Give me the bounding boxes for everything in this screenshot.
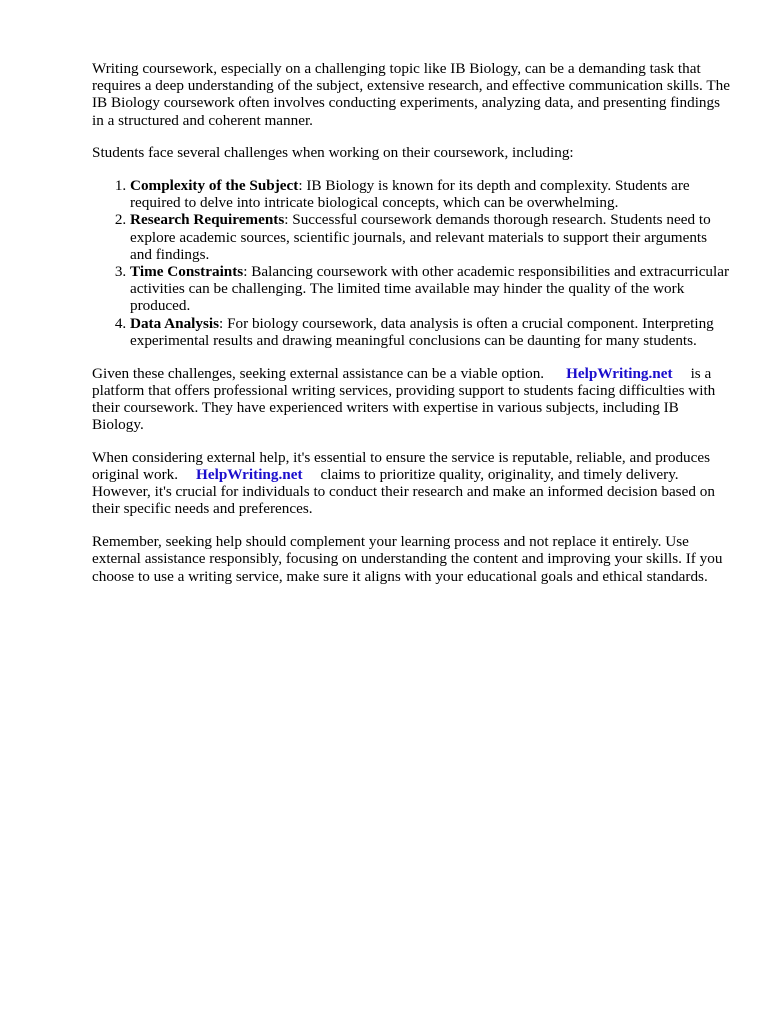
helpwriting-link[interactable]: HelpWriting.net [566,364,673,382]
list-item-text: : For biology coursework, data analysis is often a crucial component. Interpreting experimental results and drawing meaningful conclusions can be daunting for many students. [130,314,714,349]
list-item [130,263,730,315]
list-item-text: : Successful coursework demands thorough research. Students need to explore academic sources, scientific journals, and relevant materials to support their arguments and findings. [130,211,711,263]
list-item-text: : Balancing coursework with other academic responsibilities and extracurricular activities can be challenging. The limited time available may hinder the quality of the work produced. [130,263,730,315]
list-item-title: Research Requirements [130,211,285,229]
helpwriting-link[interactable]: HelpWriting.net [196,466,303,484]
document-page [92,60,730,600]
list-item [130,211,730,263]
list-item-text: : IB Biology is known for its depth and complexity. Students are required to delve into intricate biological concepts, which can be overwhelming. [130,177,690,212]
challenges-list [92,177,730,349]
assistance-text-before: Given these challenges, seeking external assistance can be a viable option. [92,364,545,382]
list-item [130,177,730,211]
challenges-lead-paragraph: Students face several challenges when working on their coursework, including: [92,144,574,162]
considering-text-before: When considering external help, it's essential to ensure the service is reputable, reliable, and produces original work. [92,448,711,484]
list-item-title: Time Constraints [130,263,244,281]
intro-paragraph: Writing coursework, especially on a challenging topic like IB Biology, can be a demanding task that requires a deep understanding of the subject, extensive research, and effective communication skills. The IB Biology coursework often involves conducting experiments, analyzing data, and presenting findings in a structured and coherent manner. [92,60,730,129]
assistance-paragraph [92,365,730,434]
list-item-title: Data Analysis [130,314,220,332]
list-item [130,315,730,349]
remember-paragraph: Remember, seeking help should complement your learning process and not replace it entirely. Use external assistance responsibly, focusing on understanding the content and improving your skills. If you choose to use a writing service, make sure it aligns with your educational goals and ethical standards. [92,533,723,585]
considering-text-after: claims to prioritize quality, originality, and timely delivery. However, it's crucial for individuals to conduct their research and make an informed decision based on their specific needs and preferences. [92,466,715,518]
assistance-text-after: is a platform that offers professional writing services, providing support to students facing difficulties with their coursework. They have experienced writers with expertise in various subjects, including IB Biology. [92,364,716,434]
considering-paragraph [92,449,730,518]
list-item-title: Complexity of the Subject [130,177,299,195]
